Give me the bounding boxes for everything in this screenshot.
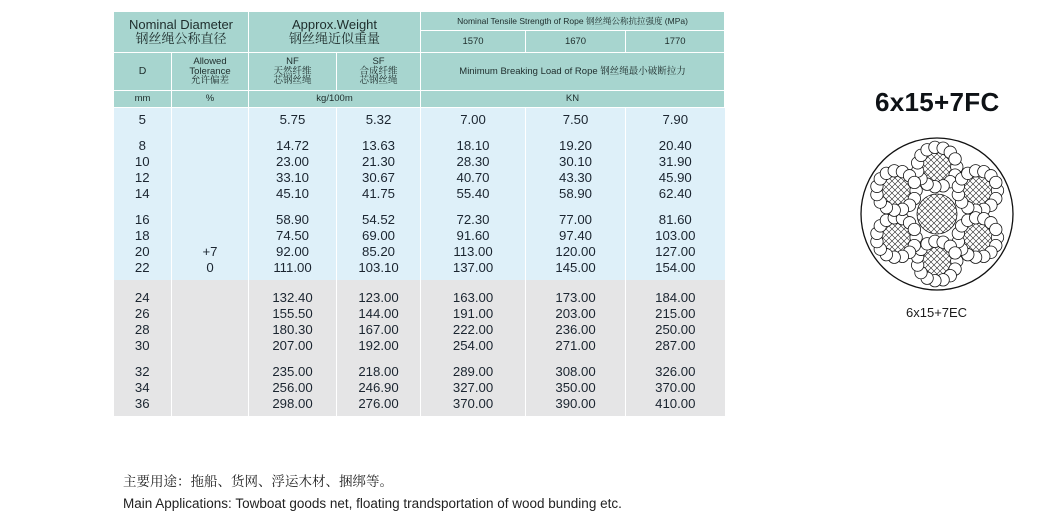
table-row xyxy=(114,338,725,354)
table-row xyxy=(114,380,725,396)
header-nf-cn2: 芯钢丝绳 xyxy=(273,75,312,87)
cell-1670: 203.00 xyxy=(526,306,626,322)
cell-1770: 287.00 xyxy=(626,338,725,354)
cell-1770: 250.00 xyxy=(626,322,725,338)
header-grade-1670: 1670 xyxy=(526,31,626,53)
header-approx-weight-cn: 钢丝绳近似重量 xyxy=(289,31,381,46)
cell-tolerance xyxy=(172,306,249,322)
cell-1670: 19.20 xyxy=(526,138,626,154)
header-nf-cn1: 天然纤维 xyxy=(273,65,312,77)
cell-1570: 327.00 xyxy=(421,380,526,396)
cell-1570: 289.00 xyxy=(421,364,526,380)
header-allowed-cn: 允许偏差 xyxy=(191,75,230,87)
header-nf-label: NF xyxy=(286,55,299,67)
cell-1670: 7.50 xyxy=(526,112,626,128)
header-unit-kn: KN xyxy=(421,91,725,108)
rope-construction-title: 6x15+7FC xyxy=(875,87,1000,117)
header-nominal-diameter-en: Nominal Diameter xyxy=(128,17,234,33)
cell-nf: 74.50 xyxy=(249,228,337,244)
cell-d: 22 xyxy=(114,260,172,276)
cell-1770: 45.90 xyxy=(626,170,725,186)
table-header xyxy=(114,12,725,108)
cell-1670: 77.00 xyxy=(526,212,626,228)
header-sf-cn1: 合成纤维 xyxy=(359,65,398,77)
cell-1670: 271.00 xyxy=(526,338,626,354)
table-row xyxy=(114,364,725,380)
rope-diagram-caption: 6x15+7EC xyxy=(906,305,968,320)
cell-nf: 92.00 xyxy=(249,244,337,260)
cell-1570: 72.30 xyxy=(421,212,526,228)
cell-sf: 85.20 xyxy=(337,244,421,260)
cell-1670: 120.00 xyxy=(526,244,626,260)
cell-1770: 184.00 xyxy=(626,290,725,306)
cell-d: 12 xyxy=(114,170,172,186)
table-body-light xyxy=(114,108,725,281)
table-row xyxy=(114,154,725,170)
cell-1770: 154.00 xyxy=(626,260,725,276)
cell-1770: 370.00 xyxy=(626,380,725,396)
cell-d: 24 xyxy=(114,290,172,306)
cell-1670: 308.00 xyxy=(526,364,626,380)
cell-d: 34 xyxy=(114,380,172,396)
center-core xyxy=(917,194,957,234)
cell-1570: 113.00 xyxy=(421,244,526,260)
cell-1770: 410.00 xyxy=(626,396,725,412)
cell-1770: 7.90 xyxy=(626,112,725,128)
cell-sf: 167.00 xyxy=(337,322,421,338)
table-row xyxy=(114,396,725,412)
cell-1570: 254.00 xyxy=(421,338,526,354)
table-row xyxy=(114,186,725,202)
strand-wire xyxy=(990,176,1002,188)
header-nominal-diameter-cn: 钢丝绳公称直径 xyxy=(135,31,227,46)
cell-nf: 33.10 xyxy=(249,170,337,186)
cell-1570: 18.10 xyxy=(421,138,526,154)
cell-tolerance-plus: +7 xyxy=(172,244,249,260)
cell-1770: 81.60 xyxy=(626,212,725,228)
cell-nf: 180.30 xyxy=(249,322,337,338)
cell-1570: 28.30 xyxy=(421,154,526,170)
header-approx-weight xyxy=(249,12,421,53)
cell-1670: 30.10 xyxy=(526,154,626,170)
cell-1770: 215.00 xyxy=(626,306,725,322)
cell-tolerance xyxy=(172,154,249,170)
cell-1570: 370.00 xyxy=(421,396,526,412)
cell-d: 32 xyxy=(114,364,172,380)
cell-1770: 62.40 xyxy=(626,186,725,202)
table-row xyxy=(114,260,725,276)
table-row xyxy=(114,306,725,322)
rope-fiber-core xyxy=(917,194,957,234)
cell-d: 36 xyxy=(114,396,172,412)
cell-1770: 20.40 xyxy=(626,138,725,154)
header-allowed-line2: Tolerance xyxy=(189,65,231,77)
cell-sf: 192.00 xyxy=(337,338,421,354)
cell-1670: 145.00 xyxy=(526,260,626,276)
cell-1570: 40.70 xyxy=(421,170,526,186)
header-approx-weight-en: Approx.Weight xyxy=(292,17,378,33)
table-row xyxy=(114,212,725,228)
applications-en: Main Applications: Towboat goods net, floating trandsportation of wood bunding etc. xyxy=(123,496,622,511)
cell-nf: 207.00 xyxy=(249,338,337,354)
cell-nf: 23.00 xyxy=(249,154,337,170)
table-row xyxy=(114,244,725,260)
cell-1570: 55.40 xyxy=(421,186,526,202)
cell-nf: 5.75 xyxy=(249,112,337,128)
cell-nf: 45.10 xyxy=(249,186,337,202)
strand-wire xyxy=(949,247,961,259)
table-row xyxy=(114,138,725,154)
header-unit-pct: % xyxy=(172,91,249,108)
header-sf xyxy=(337,53,421,91)
cell-sf: 13.63 xyxy=(337,138,421,154)
cell-1670: 97.40 xyxy=(526,228,626,244)
cell-sf: 246.90 xyxy=(337,380,421,396)
cell-sf: 41.75 xyxy=(337,186,421,202)
cell-tolerance xyxy=(172,186,249,202)
cell-1770: 127.00 xyxy=(626,244,725,260)
header-allowed-line1: Allowed xyxy=(193,55,227,67)
cell-tolerance xyxy=(172,170,249,186)
cell-tolerance xyxy=(172,112,249,128)
cell-nf: 111.00 xyxy=(249,260,337,276)
cell-1670: 390.00 xyxy=(526,396,626,412)
header-sf-cn2: 芯钢丝绳 xyxy=(359,75,398,87)
table-row xyxy=(114,290,725,306)
rope-spec-table-wrap xyxy=(113,11,724,416)
cell-tolerance xyxy=(172,212,249,228)
cell-d: 28 xyxy=(114,322,172,338)
cell-d: 20 xyxy=(114,244,172,260)
cell-sf: 5.32 xyxy=(337,112,421,128)
cell-1670: 58.90 xyxy=(526,186,626,202)
cell-nf: 14.72 xyxy=(249,138,337,154)
table-body-grey xyxy=(114,280,725,416)
cell-nf: 256.00 xyxy=(249,380,337,396)
cell-tolerance xyxy=(172,228,249,244)
header-nf xyxy=(249,53,337,91)
cell-d: 26 xyxy=(114,306,172,322)
rope-spec-table xyxy=(113,11,725,416)
header-nominal-diameter xyxy=(114,12,249,53)
cell-sf: 69.00 xyxy=(337,228,421,244)
cell-nf: 235.00 xyxy=(249,364,337,380)
cell-1570: 137.00 xyxy=(421,260,526,276)
header-unit-weight: kg/100m xyxy=(249,91,421,108)
cell-nf: 155.50 xyxy=(249,306,337,322)
cell-tolerance xyxy=(172,338,249,354)
header-d: D xyxy=(114,53,172,91)
cell-d: 14 xyxy=(114,186,172,202)
cell-d: 18 xyxy=(114,228,172,244)
cell-tolerance-zero: 0 xyxy=(172,260,249,276)
cell-sf: 218.00 xyxy=(337,364,421,380)
cell-tolerance xyxy=(172,290,249,306)
cell-1670: 350.00 xyxy=(526,380,626,396)
cell-tolerance xyxy=(172,322,249,338)
cell-d: 8 xyxy=(114,138,172,154)
strand-wire xyxy=(908,176,920,188)
cell-sf: 123.00 xyxy=(337,290,421,306)
cell-nf: 132.40 xyxy=(249,290,337,306)
cell-1670: 236.00 xyxy=(526,322,626,338)
strand-wire xyxy=(990,223,1002,235)
cell-tolerance xyxy=(172,380,249,396)
cell-tolerance xyxy=(172,364,249,380)
cell-d: 30 xyxy=(114,338,172,354)
cell-1570: 191.00 xyxy=(421,306,526,322)
cell-1770: 31.90 xyxy=(626,154,725,170)
cell-sf: 30.67 xyxy=(337,170,421,186)
cell-d: 10 xyxy=(114,154,172,170)
cell-nf: 298.00 xyxy=(249,396,337,412)
applications-notes xyxy=(123,470,622,511)
rope-cross-section-diagram xyxy=(859,136,1015,292)
cell-1570: 7.00 xyxy=(421,112,526,128)
cell-sf: 276.00 xyxy=(337,396,421,412)
table-row xyxy=(114,228,725,244)
cell-1570: 163.00 xyxy=(421,290,526,306)
cell-d: 5 xyxy=(114,112,172,128)
cell-d: 16 xyxy=(114,212,172,228)
cell-1670: 43.30 xyxy=(526,170,626,186)
header-tensile-strength: Nominal Tensile Strength of Rope 钢丝绳公称抗拉强度 (MPa) xyxy=(421,12,725,31)
header-sf-label: SF xyxy=(372,55,385,67)
cell-tolerance xyxy=(172,396,249,412)
header-grade-1770: 1770 xyxy=(626,31,725,53)
header-unit-mm: mm xyxy=(114,91,172,108)
cell-sf: 144.00 xyxy=(337,306,421,322)
cell-sf: 103.10 xyxy=(337,260,421,276)
strand-wire xyxy=(949,153,961,165)
cell-nf: 58.90 xyxy=(249,212,337,228)
header-allowed-tolerance xyxy=(172,53,249,91)
cell-1570: 91.60 xyxy=(421,228,526,244)
strand-wire xyxy=(908,223,920,235)
table-row xyxy=(114,112,725,128)
cell-tolerance xyxy=(172,138,249,154)
cell-1670: 173.00 xyxy=(526,290,626,306)
header-min-breaking-load: Minimum Breaking Load of Rope 钢丝绳最小破断拉力 xyxy=(421,53,725,91)
applications-cn: 主要用途：拖船、货网、浮运木材、捆绑等。 xyxy=(123,474,393,489)
cell-1770: 103.00 xyxy=(626,228,725,244)
table-row xyxy=(114,322,725,338)
cell-sf: 54.52 xyxy=(337,212,421,228)
header-grade-1570: 1570 xyxy=(421,31,526,53)
cell-sf: 21.30 xyxy=(337,154,421,170)
cell-1570: 222.00 xyxy=(421,322,526,338)
table-row xyxy=(114,170,725,186)
cell-1770: 326.00 xyxy=(626,364,725,380)
